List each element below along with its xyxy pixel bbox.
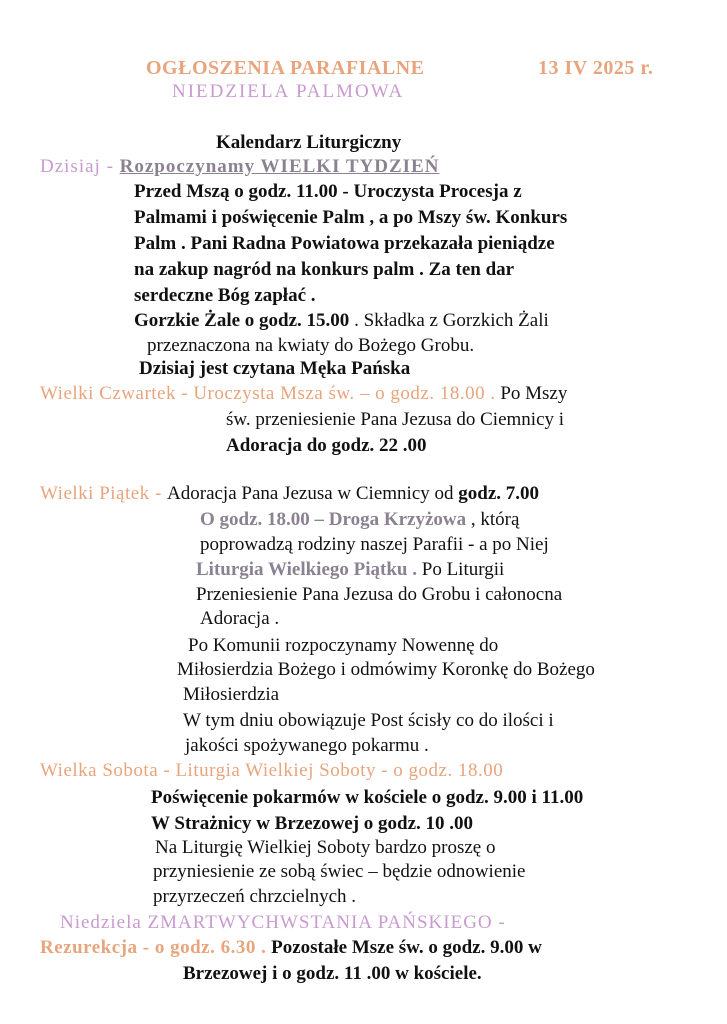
holy-week-title: Rozpoczynamy WIELKI TYDZIEŃ <box>119 156 440 177</box>
way-of-cross-time: O godz. 18.00 – <box>200 509 329 530</box>
gorzkie-zale-line-2: przeznaczona na kwiaty do Bożego Grobu. <box>147 335 475 356</box>
friday-line-9: Miłosierdzia <box>183 684 280 705</box>
friday-line-6: Adoracja . <box>200 608 280 629</box>
passion-reading: Dzisiaj jest czytana Męka Pańska <box>139 358 411 379</box>
friday-label: Wielki Piątek <box>40 483 150 504</box>
thursday-adoration: Adoracja do godz. 22 .00 <box>226 435 427 456</box>
sunday-line-3: Brzezowej i o godz. 11 .00 w kościele. <box>183 963 482 984</box>
other-masses: Pozostałe Msze św. o godz. 9.00 w <box>266 937 542 958</box>
friday-adoration: Adoracja Pana Jezusa w Ciemnicy od <box>167 483 459 504</box>
friday-row <box>40 482 539 506</box>
saturday-line-2: Poświęcenie pokarmów w kościele o godz. 9.00 i 11.00 <box>151 787 584 808</box>
today-line-2: Palmami i poświęcenie Palm , a po Mszy św. Konkurs <box>134 207 568 228</box>
thursday-line-2: św. przeniesienie Pana Jezusa do Ciemnicy i <box>226 409 565 430</box>
easter-sunday-heading: Niedziela ZMARTWYCHWSTANIA PAŃSKIEGO - <box>60 912 506 933</box>
calendar-heading: Kalendarz Liturgiczny <box>216 132 402 153</box>
good-friday-liturgy-rest: Po Liturgii <box>417 559 505 580</box>
way-of-cross-line <box>200 508 519 532</box>
thursday-dash: - <box>176 383 194 404</box>
way-of-cross-rest: , którą <box>466 509 520 530</box>
today-label: Dzisiaj <box>40 156 101 177</box>
friday-line-5: Przeniesienie Pana Jezusa do Grobu i całonocna <box>196 584 563 605</box>
saturday-dash: - <box>158 760 176 781</box>
gorzkie-zale-collection: . Składka z Gorzkich Żali <box>349 310 549 331</box>
resurrection-row <box>40 936 542 960</box>
friday-adoration-time: godz. 7.00 <box>458 483 540 504</box>
way-of-cross-name: Droga Krzyżowa <box>328 509 467 530</box>
gorzkie-zale-time: Gorzkie Żale o godz. 15.00 <box>134 310 350 331</box>
today-row <box>40 155 439 179</box>
announcements-title: OGŁOSZENIA PARAFIALNE <box>146 57 425 79</box>
friday-dash: - <box>149 483 168 504</box>
saturday-line-3: W Strażnicy w Brzezowej o godz. 10 .00 <box>151 813 474 834</box>
holy-saturday-liturgy: Liturgia Wielkiej Soboty - o godz. 18.00 <box>175 760 504 781</box>
today-line-1: Przed Mszą o godz. 11.00 - Uroczysta Procesja z <box>134 181 522 202</box>
friday-line-10: W tym dniu obowiązuje Post ścisły co do ilości i <box>183 710 554 731</box>
thursday-label: Wielki Czwartek <box>40 383 176 404</box>
today-line-5: serdeczne Bóg zapłać . <box>134 285 316 306</box>
friday-line-8: Miłosierdzia Bożego i odmówimy Koronkę do Bożego <box>177 659 595 680</box>
saturday-line-5: przyniesienie ze sobą świec – będzie odnowienie <box>153 861 526 882</box>
thursday-row <box>40 382 567 406</box>
resurrection-mass: Rezurekcja - o godz. 6.30 . <box>40 937 267 958</box>
today-dash: - <box>100 156 120 177</box>
saturday-label: Wielka Sobota <box>40 760 159 781</box>
saturday-line-6: przyrzeczeń chrzcielnych . <box>153 886 357 907</box>
gorzkie-zale-line <box>134 309 549 333</box>
friday-line-7: Po Komunii rozpoczynamy Nowennę do <box>188 635 499 656</box>
announcement-date: 13 IV 2025 r. <box>538 57 654 79</box>
saturday-line-4: Na Liturgię Wielkiej Soboty bardzo proszę o <box>155 837 496 858</box>
good-friday-liturgy: Liturgia Wielkiego Piątku . <box>196 559 417 580</box>
thursday-mass: Uroczysta Msza św. – o godz. 18.00 . <box>193 383 496 404</box>
today-line-4: na zakup nagród na konkurs palm . Za ten dar <box>134 259 515 280</box>
saturday-row <box>40 759 503 783</box>
friday-line-3: poprowadzą rodziny naszej Parafii - a po Niej <box>200 534 549 555</box>
today-line-3: Palm . Pani Radna Powiatowa przekazała pieniądze <box>134 233 555 254</box>
friday-line-11: jakości spożywanego pokarmu . <box>185 735 429 756</box>
sunday-subtitle: NIEDZIELA PALMOWA <box>172 81 405 102</box>
thursday-after-mass: Po Mszy <box>495 383 568 404</box>
good-friday-liturgy-line <box>196 558 504 582</box>
